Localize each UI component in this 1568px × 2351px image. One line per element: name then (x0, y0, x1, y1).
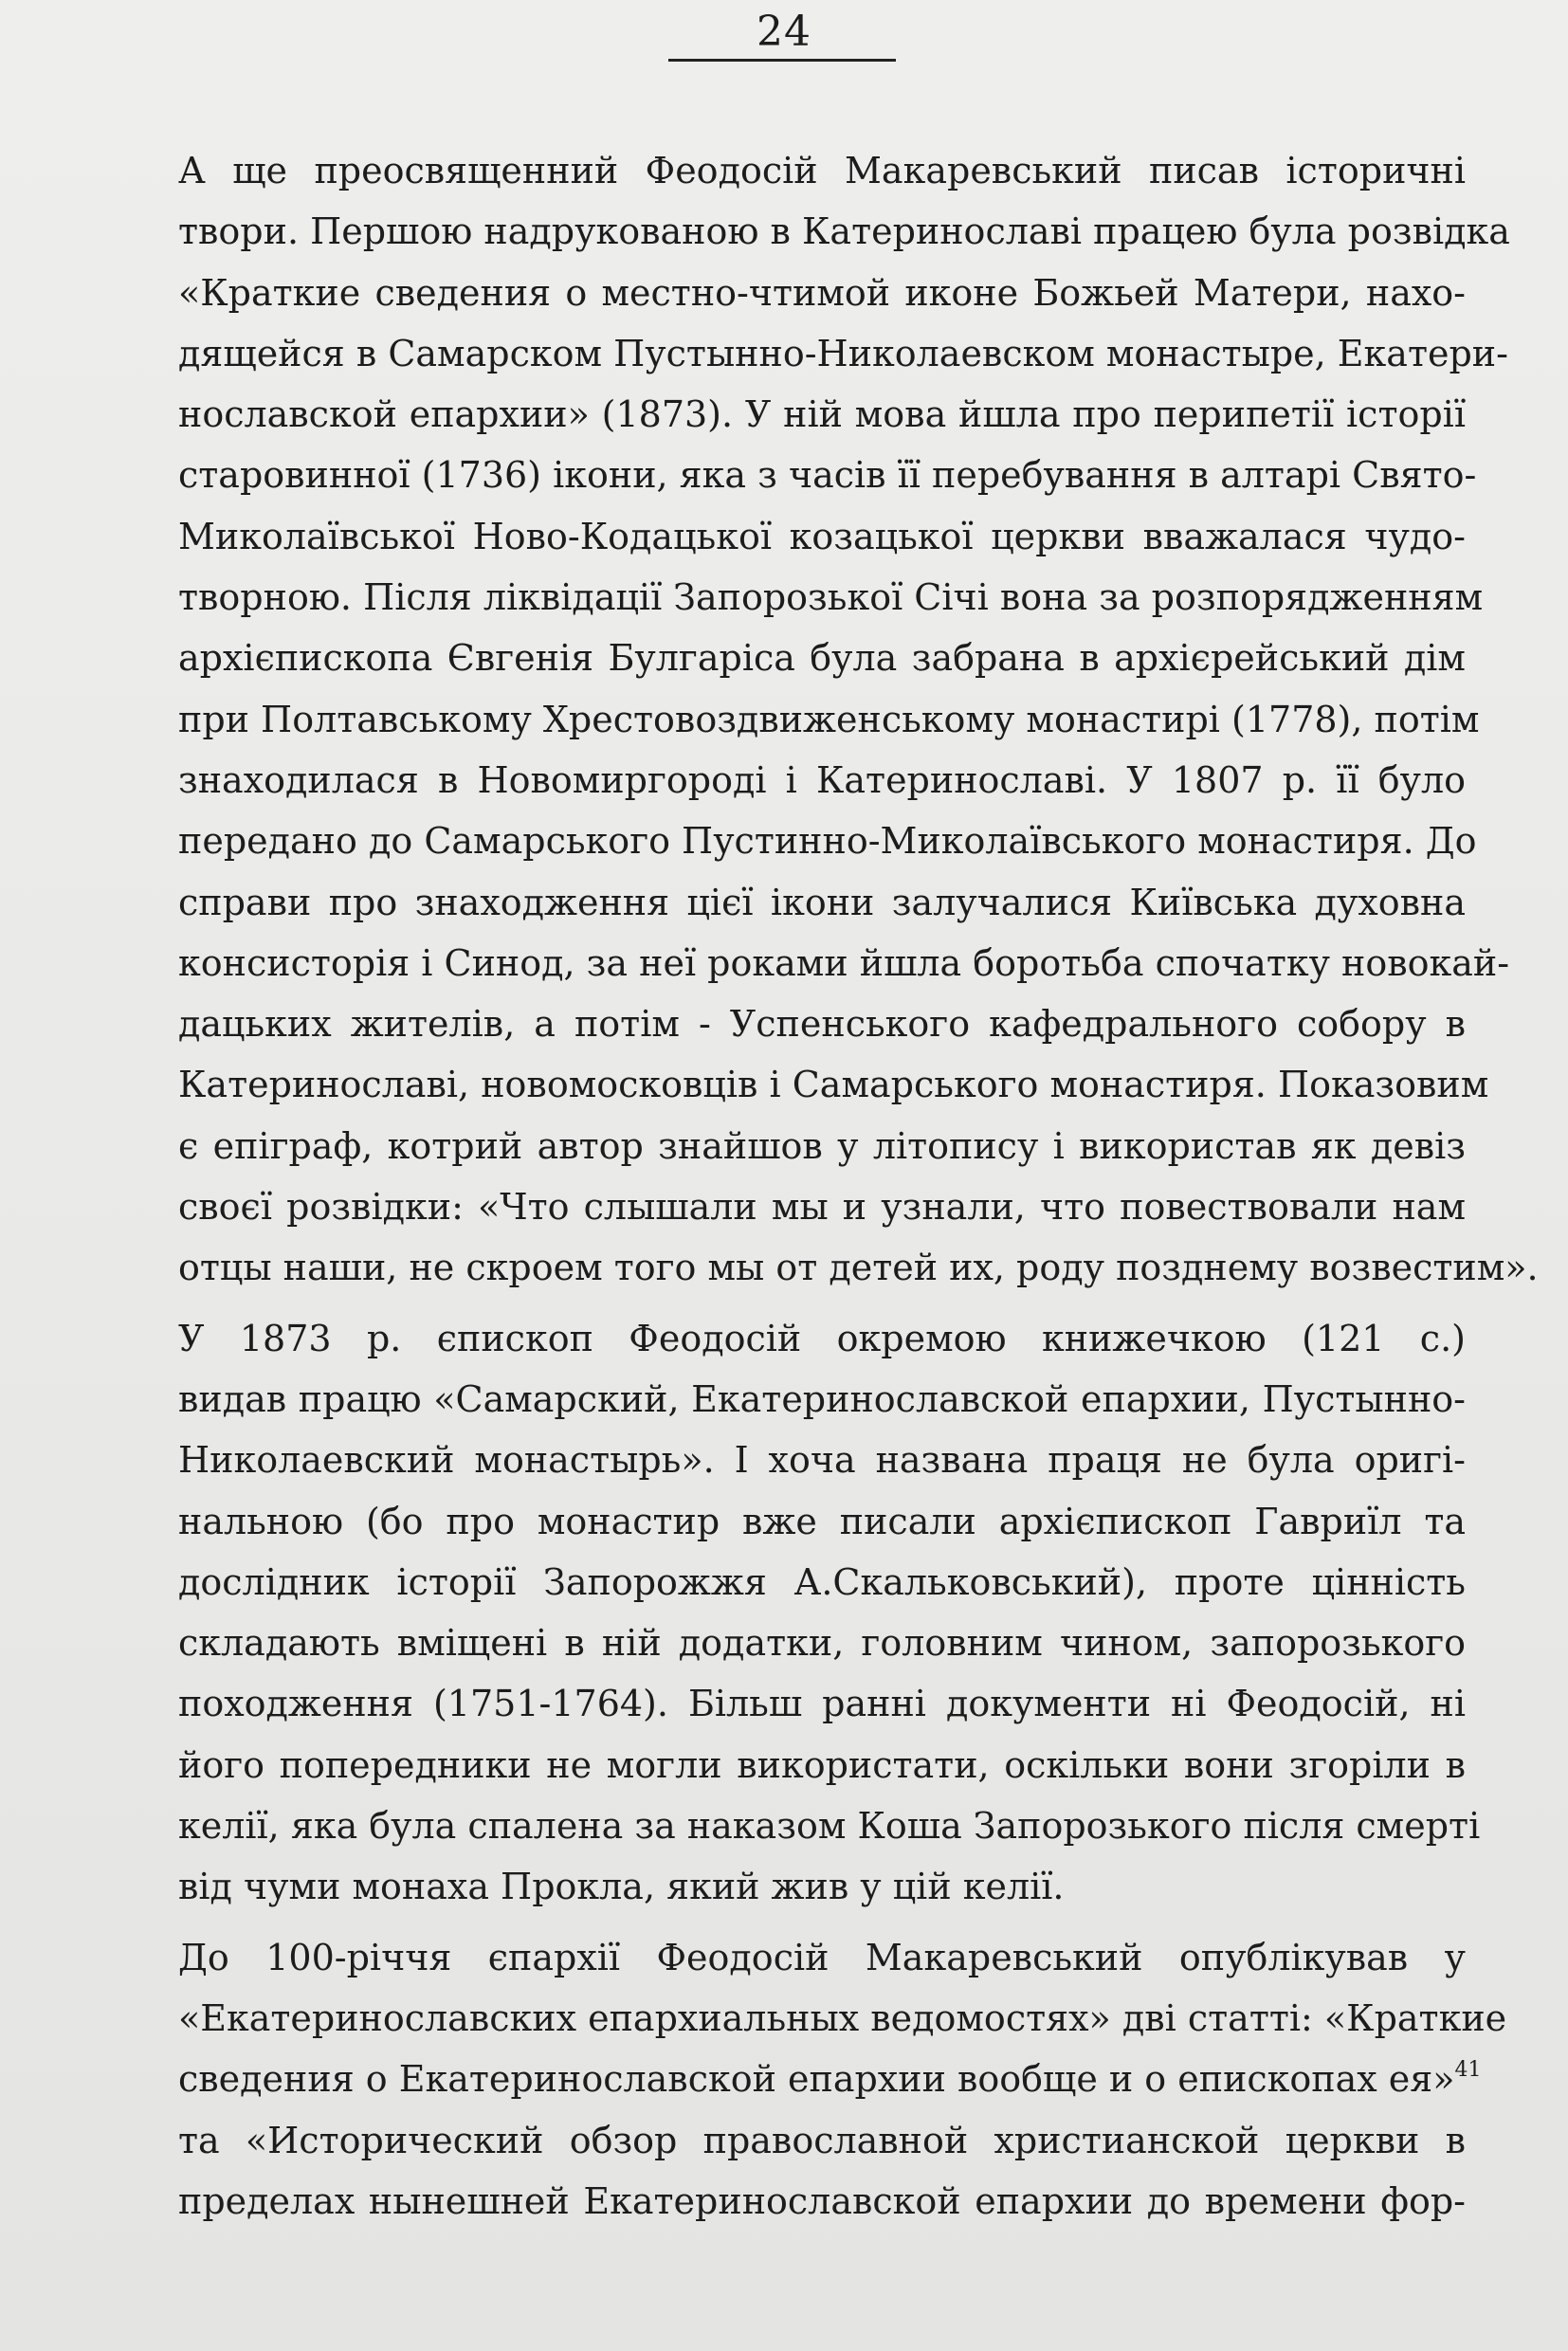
text-line: від чуми монаха Прокла, який жив у цій келії. (178, 1866, 1065, 1908)
text-line: при Полтавському Хрестовоздвиженському монастирі (1778), потім (178, 698, 1480, 740)
text-line: А ще преосвященний Феодосій Макаревський писав історичні (178, 150, 1466, 191)
paragraph-3 (112, 1927, 1507, 2232)
text-line: «Екатеринославских епархиальных ведомостях» дві статті: «Краткие (178, 1996, 1507, 2039)
text-line: видав працю «Самарский, Екатеринославской епархии, Пустынно- (178, 1377, 1466, 1420)
text-line: знаходилася в Новомиргороді і Катеринославі. У 1807 р. її було (178, 758, 1466, 801)
text-line-with-footnote (112, 2049, 1482, 2109)
text-line: складають вміщені в ній додатки, головним чином, запорозького (178, 1622, 1466, 1665)
text-line: справи про знаходження цієї ікони залучалися Київська духовна (178, 881, 1466, 923)
paragraph-2 (112, 1308, 1481, 1918)
text-line: нальною (бо про монастир вже писали архієпископ Гавриїл та (178, 1500, 1466, 1542)
text-line: передано до Самарського Пустинно-Миколаївського монастиря. До (178, 820, 1477, 863)
text-line: нославской епархии» (1873). У ній мова йшла про перипетії історії (178, 393, 1466, 436)
text-line: архієпископа Євгенія Булгаріса була забрана в архієрейський дім (178, 637, 1466, 680)
text-line: є епіграф, котрий автор знайшов у літопису і використав як девіз (178, 1124, 1466, 1167)
body-text (112, 140, 1539, 2232)
text-line: твори. Першою надрукованою в Катеринославі працею була розвідка (178, 210, 1510, 253)
text-line: Катеринославі, новомосковців і Самарського монастиря. Показовим (178, 1064, 1489, 1106)
text-line: «Краткие сведения о местно-чтимой иконе Божьей Матери, нахо- (178, 271, 1466, 314)
footnote-ref-41: 41 (1454, 2058, 1482, 2083)
text-line: До 100-річчя єпархії Феодосій Макаревський опублікував у (178, 1936, 1466, 1978)
text-line: келії, яка була спалена за наказом Коша Запорозького після смерті (178, 1805, 1481, 1848)
text-line: творною. Після ліквідації Запорозької Січі вона за розпорядженням (178, 576, 1484, 619)
text-line: У 1873 р. єпископ Феодосій окремою книжечкою (121 с.) (178, 1317, 1466, 1359)
text-line: своєї розвідки: «Что слышали мы и узнали, что повествовали нам (178, 1186, 1466, 1229)
text-line: походження (1751-1764). Більш ранні документи ні Феодосій, ні (178, 1683, 1466, 1725)
text-line-content: сведения о Екатеринославской епархии вообще и о епископах ея» (178, 2058, 1455, 2101)
text-line: його попередники не могли використати, оскільки вони згоріли в (178, 1743, 1466, 1786)
text-line: отцы наши, не скроем того мы от детей их, роду позднему возвестим». (178, 1247, 1539, 1289)
page-number: 24 (757, 8, 811, 56)
text-line: пределах нынешней Екатеринославской епархии до времени фор- (178, 2179, 1466, 2222)
page-number-rule (668, 59, 896, 62)
text-line: дящейся в Самарском Пустынно-Николаевском монастыре, Екатери- (178, 332, 1508, 374)
text-line: консисторія і Синод, за неї роками йшла боротьба спочатку новокай- (178, 941, 1510, 984)
text-line: Николаевский монастырь». І хоча названа праця не була оригі- (178, 1439, 1466, 1482)
text-line: дацьких жителів, а потім - Успенського кафедрального собору в (178, 1003, 1466, 1046)
paragraph-1 (112, 140, 1539, 1299)
text-line: дослідник історії Запорожжя А.Скальковський), проте цінність (178, 1560, 1466, 1603)
text-line: старовинної (1736) ікони, яка з часів її перебування в алтарі Свято- (178, 454, 1477, 497)
text-line: Миколаївської Ново-Кодацької козацької церкви вважалася чудо- (178, 515, 1466, 557)
text-line: та «Исторический обзор православной христианской церкви в (178, 2119, 1466, 2161)
